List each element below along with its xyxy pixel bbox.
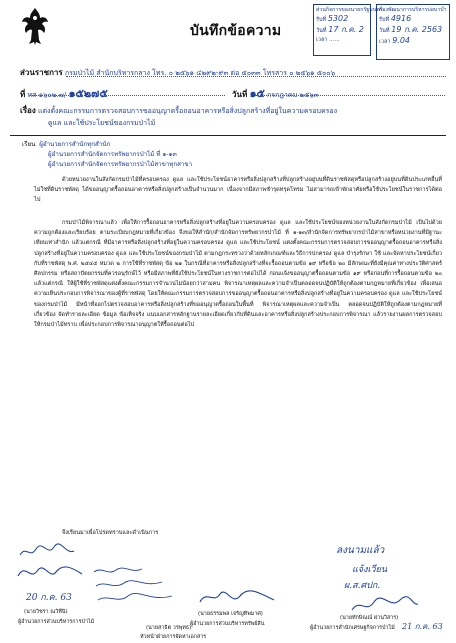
to-line-3: ผู้อำนวยการสำนักจัดการทรัพยากรป่าไม้สาขาทุกสาขา xyxy=(48,161,193,168)
receiving-stamp xyxy=(313,4,383,56)
stamp-date: 19 ก.ค. 2563 xyxy=(391,25,443,34)
middle-handwriting-scribble xyxy=(92,566,182,608)
memo-body xyxy=(34,175,442,206)
right-handwritten-note-3: ผ.ส.ศปก. xyxy=(344,581,381,591)
stamp-time: 9.04 xyxy=(392,36,410,45)
stamp-org: กองพัฒนาการบริหารบ่อบาบำ xyxy=(379,7,447,13)
stamp-date: 17 ก.ค. 2 xyxy=(328,25,364,34)
to-line-1: ผู้อำนวยการสำนักทุกสำนัก xyxy=(39,141,111,148)
mid-signer-title: หัวหน้าฝ่ายการจัดหาเอกสาร xyxy=(140,634,207,640)
stamp-recv-no: 4916 xyxy=(390,14,412,23)
center-signer-title: ผู้อำนวยการส่วนบริหารทรัพย์สิน xyxy=(190,621,265,627)
receiving-stamp xyxy=(376,4,450,60)
right-handwritten-note-2: แจ้งเวียน xyxy=(352,565,388,575)
stamp-recv-no: 5302 xyxy=(327,14,349,23)
stamp-org: ส่วนกิจการของนายกรัฐมนตรี xyxy=(316,7,383,13)
ref-value: ทส ๑๖๐๒.๗/ xyxy=(27,91,67,99)
stamp-recv-label: รับที่ xyxy=(379,17,390,23)
dotted-line xyxy=(255,95,445,96)
dotted-line xyxy=(66,76,446,77)
subject-line-1: แต่งตั้งคณะกรรมการตรวจสอบการขออนุญาตรื้อถอนอาคารหรือสิ่งปลูกสร้างที่อยู่ในความครอบครอง xyxy=(37,107,338,115)
dept-value: กรมป่าไม้ สำนักบริหารกลาง โทร. ๐ ๒๕๖๑ ๔๒๙๒-๙๓ ต่อ ๕๐๓๓ โทรสาร ๐ ๒๕๖๑ ๕๐๐๖ xyxy=(64,69,336,77)
date-month-year: กรกฎาคม ๒๕๖๓ xyxy=(267,91,319,99)
center-signer-name: (นายธรรมพล เจริญทิพมาศ) xyxy=(198,611,263,617)
subject-line-2: ดูแล และใช้ประโยชน์ของกรมป่าไม้ xyxy=(48,119,156,127)
body-paragraph-2: กรมป่าไม้พิจารณาแล้ว เพื่อให้การรื้อถอนอาคารหรือสิ่งปลูกสร้างที่อยู่ในความครอบครอง ดูแล และใช้ประโยชน์ของหน่วยงานในสังกัดกรมป่าไม้ เป็นไปด้วยความถูกต้องและเรียบร้อย ตามระเบียบกฎหมายที่เกี่ยวข้อง จึงขอให้สำนัก/สำนักจัดการทรัพยากรป่าไม้ ที่ ๑-๑๓/สำนักจัดการทรัพยากรป่าไม้สาขาหรือหน่วยงานที่มีฐานะเทียบเท่าสำนัก แล้วแต่กรณี ที่มีอาคารหรือสิ่งปลูกสร้างที่อยู่ในความครอบครอง ดูแล และใช้ประโยชน์ แต่งตั้งคณะกรรมการตรวจสอบการขออนุญาตรื้อถอนอาคารหรือสิ่งปลูกสร้างที่อยู่ในความครอบครอง ดูแล และใช้ประโยชน์ของกรมป่าไม้ ตามกฎกระทรวงว่าด้วยหลักเกณฑ์และวิธีการปกครอง ดูแล บำรุงรักษา ใช้ และจัดหาประโยชน์เกี่ยวกับที่ราชพัสดุ พ.ศ. ๒๕๔๕ หมวด ๒ การใช้ที่ราชพัสดุ ข้อ ๒๑ ในกรณีที่อาคารหรือสิ่งปลูกสร้างที่จะรื้อถอนตามข้อ ๑๙ หรือข้อ ๒๐ มีลักษณะที่ยังมีคุณค่าทางประวัติศาสตร์ ศิลปกรรม หรือสถาปัตยกรรมที่ควรอนุรักษ์ไว้ หรือมีสภาพที่ยังใช้ประโยชน์ในทางราชการต่อไปได้ ก่อนแจ้งขออนุญาตรื้อถอนตามข้อ ๑๙ หรือก่อนที่การรื้อถอนตามข้อ ๒๐ แล้วแต่กรณี ให้ผู้ใช้ที่ราชพัสดุแต่งตั้งคณะกรรมการจำนวนไม่น้อยกว่าสามคน พิจารณาเหตุผลและความจำเป็นตลอดจนปฏิบัติให้ถูกต้องตามกฎหมายที่เกี่ยวข้อง เพื่อเสนอความเห็นประกอบการพิจารณาของผู้ที่ราชพัสดุ โดยให้คณะกรรมการตรวจสอบการขออนุญาตรื้อถอนอาคารหรือสิ่งปลูกสร้างที่อยู่ในความครอบครอง ดูแล และใช้ประโยชน์ของกรมป่าไม้ มีหน้าที่ออกไปตรวจสอบอาคารหรือสิ่งปลูกสร้างที่ขออนุญาตรื้อถอนในพื้นที่ พิจารณาเหตุผลและความจำเป็น ตลอดจนปฏิบัติให้ถูกต้องตามกฎหมายที่เกี่ยวข้อง จัดทำรายละเอียด ข้อมูล ข้อเท็จจริง แนบเอกสารหลักฐานรายละเอียดเกี่ยวกับที่ดินและอาคารหรือสิ่งปลูกสร้างประกอบการพิจารณา แล้วรายงานผลการตรวจสอบให้กรมป่าไม้ทราบ เพื่อประกอบการพิจารณาอนุญาตให้รื้อถอนต่อไป xyxy=(34,220,442,329)
header-divider xyxy=(10,135,446,136)
to-line-2: ผู้อำนวยการสำนักจัดการทรัพยากรป่าไม้ ที่ ๑-๑๓ xyxy=(48,151,177,158)
dotted-line xyxy=(30,95,225,96)
right-handwritten-date: 21 ก.ค. 63 xyxy=(402,622,443,631)
right-handwritten-note-1: ลงนามแล้ว xyxy=(336,545,385,556)
stamp-date-label: วันที่ xyxy=(316,28,327,34)
dept-row xyxy=(20,66,335,79)
memo-closing xyxy=(34,528,442,538)
right-signature-scribble xyxy=(350,596,420,616)
right-signer-title: ผู้อำนวยการสำนักเศรษฐกิจการป่าไม้ xyxy=(310,625,395,631)
date-row xyxy=(232,84,319,102)
left-signer-title: ผู้อำนวยการส่วนบริหารการป่าไม้ xyxy=(18,619,95,625)
garuda-emblem-icon xyxy=(20,6,50,46)
to-label: เรียน xyxy=(22,141,36,148)
body-paragraph-1: ด้วยหน่วยงานในสังกัดกรมป่าไม้ที่ครอบครอง ดูแล และใช้ประโยชน์อาคารหรือสิ่งปลูกสร้างที่ปลูกสร้างอยู่บนที่ดินราชพัสดุหรือปลูกสร้างอยู่บนที่ดินประเภทอื่นที่ไม่ใช่ที่ดินราชพัสดุ ได้ขออนุญาตรื้อถอนอาคารหรือสิ่งปลูกสร้างเป็นจำนวนมาก เนื่องจากมีสภาพชำรุดทรุดโทรม ไม่สามารถเข้าพักอาศัยหรือใช้ประโยชน์ในราชการได้ต่อไป xyxy=(34,177,442,204)
dept-label: ส่วนราชการ xyxy=(20,68,63,77)
mid-signer-name: (นายสาธิต วรพุทธ) xyxy=(146,625,192,631)
memo-title: บันทึกข้อความ xyxy=(190,23,282,39)
center-signature-scribble xyxy=(198,586,278,608)
closing-line: จึงเรียนมาเพื่อโปรดทราบและดำเนินการ xyxy=(62,530,159,536)
left-signer-name: (นายวิชรา ณวิทีนิ) xyxy=(24,609,68,615)
memo-body-2 xyxy=(34,218,442,330)
subject-row xyxy=(20,104,337,117)
stamp-time-label: เวลา xyxy=(379,39,391,45)
subject-row-2 xyxy=(48,118,155,129)
ref-row xyxy=(20,84,108,102)
subject-label: เรื่อง xyxy=(20,106,36,115)
stamp-recv-label: รับที่ xyxy=(316,17,327,23)
left-signature-scribble xyxy=(16,562,86,584)
ref-label: ที่ xyxy=(20,90,26,99)
date-label: วันที่ xyxy=(232,90,248,99)
stamp-time-label: เวลา xyxy=(316,37,328,43)
to-row xyxy=(22,141,110,149)
stamp-time: ...... xyxy=(329,37,340,43)
stamp-date-label: วันที่ xyxy=(379,28,390,34)
right-signer-name: (นายทักษิณณ์ ผ่านวิสาร) xyxy=(340,615,399,621)
date-day: ๑๕ xyxy=(249,87,265,100)
left-initials-scribble xyxy=(18,543,78,563)
left-handwritten-date: 20 ก.ค. 63 xyxy=(26,593,72,603)
ref-number: ๑๕๒๗๕ xyxy=(68,87,108,100)
